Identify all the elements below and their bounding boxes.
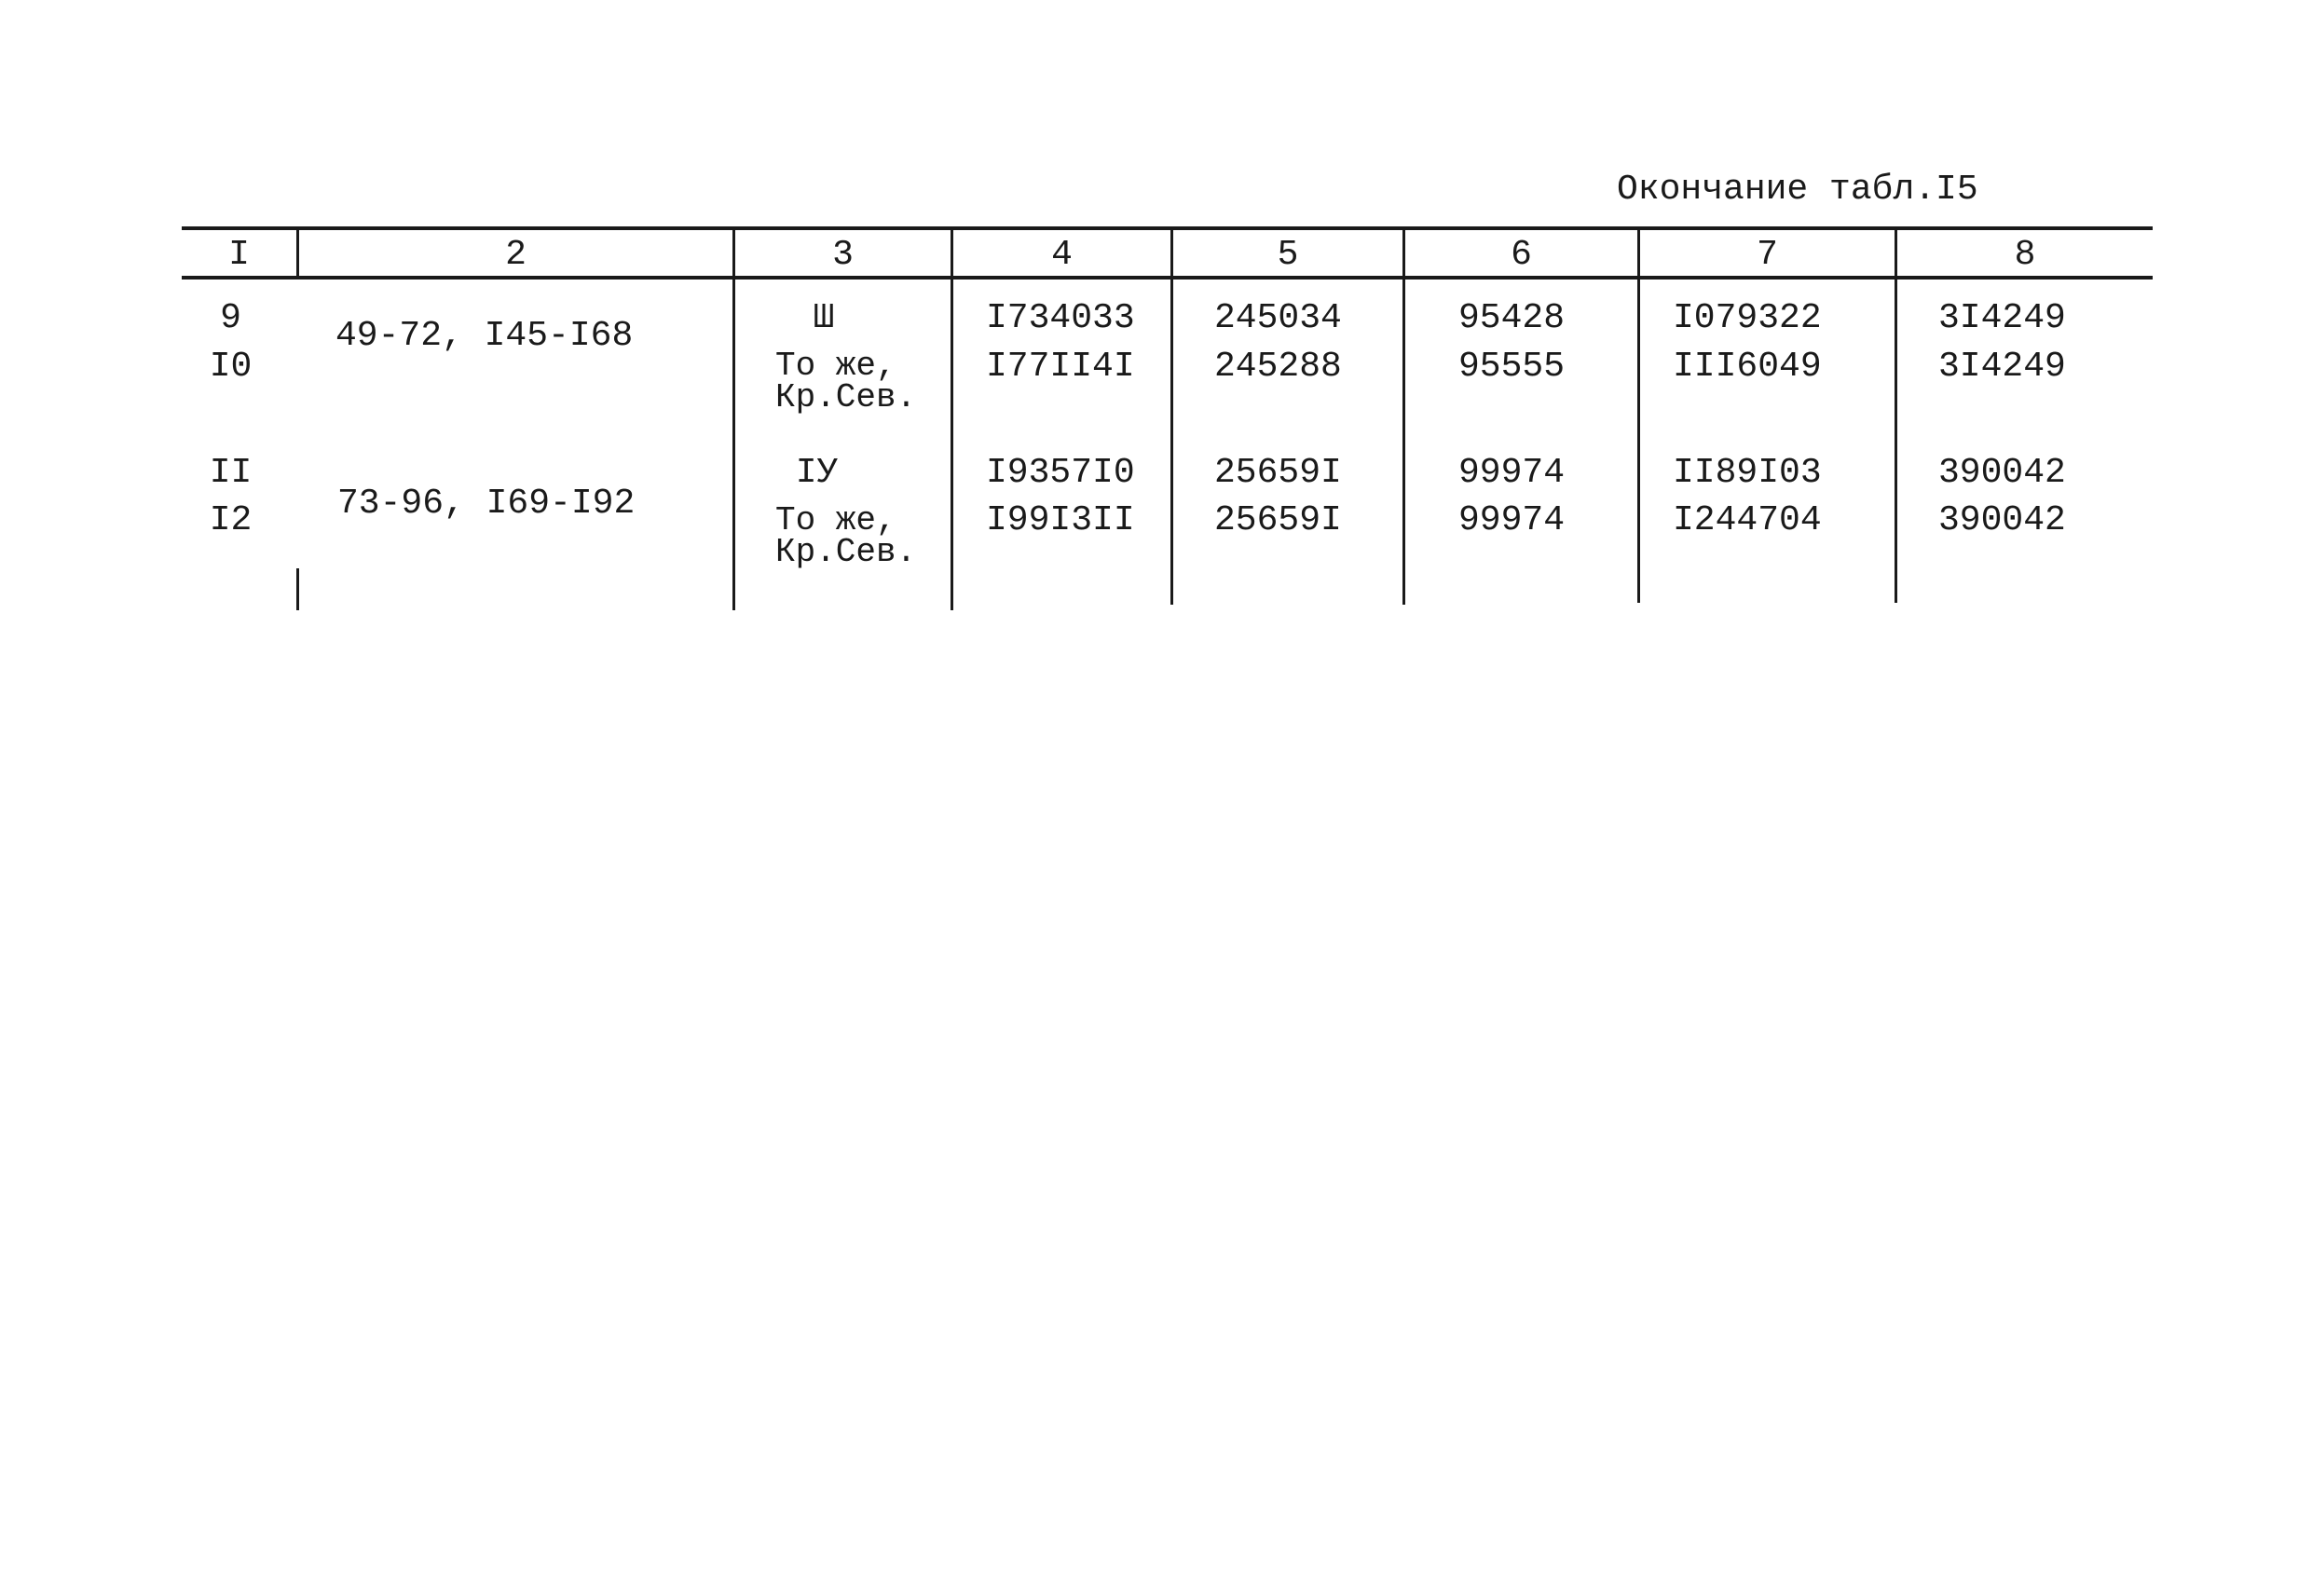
value-cell-4: I734033: [986, 298, 1135, 338]
value-cell-8: 3I4249: [1938, 347, 2066, 387]
row-number: 9: [220, 298, 241, 338]
value-cell-5: 245288: [1214, 347, 1342, 387]
range-cell: 73-96, I69-I92: [337, 484, 636, 524]
zone-cell: IУ: [795, 453, 839, 493]
row-number: I2: [209, 500, 253, 540]
value-cell-5: 25659I: [1214, 500, 1342, 540]
value-cell-4: I9357I0: [986, 453, 1135, 493]
value-cell-7: I079322: [1673, 298, 1822, 338]
zone-cell-line1: То же,: [775, 347, 896, 385]
value-cell-4: I99I3II: [986, 500, 1135, 540]
value-cell-7: III6049: [1673, 347, 1822, 387]
zone-cell-line2: Кр.Сев.: [775, 533, 917, 571]
value-cell-8: 3I4249: [1938, 298, 2066, 338]
table-caption: Окончание табл.I5: [1617, 170, 1978, 210]
column-header-6: 6: [1511, 235, 1532, 275]
value-cell-6: 99974: [1458, 500, 1566, 540]
value-cell-5: 25659I: [1214, 453, 1342, 493]
column-header-1: I: [228, 235, 250, 275]
value-cell-4: I77II4I: [986, 347, 1135, 387]
column-header-7: 7: [1757, 235, 1778, 275]
column-header-4: 4: [1051, 235, 1073, 275]
row-number: I0: [209, 347, 253, 387]
row-number: II: [209, 453, 253, 493]
value-cell-6: 99974: [1458, 453, 1566, 493]
table-top-rule: [182, 226, 2153, 230]
value-cell-6: 95555: [1458, 347, 1566, 387]
column-divider: [296, 568, 299, 610]
column-header-2: 2: [505, 235, 527, 275]
column-divider: [732, 226, 735, 610]
value-cell-8: 390042: [1938, 453, 2066, 493]
table-header-rule: [182, 276, 2153, 280]
value-cell-8: 390042: [1938, 500, 2066, 540]
value-cell-7: II89I03: [1673, 453, 1822, 493]
column-divider: [1637, 226, 1640, 603]
column-header-8: 8: [2014, 235, 2036, 275]
column-divider: [1895, 226, 1897, 603]
column-divider: [1402, 226, 1405, 605]
column-divider: [951, 226, 953, 610]
range-cell: 49-72, I45-I68: [335, 316, 634, 356]
value-cell-5: 245034: [1214, 298, 1342, 338]
zone-cell: Ш: [813, 298, 835, 338]
column-divider: [1170, 226, 1173, 605]
column-header-3: 3: [832, 235, 854, 275]
value-cell-7: I244704: [1673, 500, 1822, 540]
zone-cell-line2: Кр.Сев.: [775, 378, 917, 416]
column-header-5: 5: [1277, 235, 1299, 275]
value-cell-6: 95428: [1458, 298, 1566, 338]
zone-cell-line1: То же,: [775, 501, 896, 539]
